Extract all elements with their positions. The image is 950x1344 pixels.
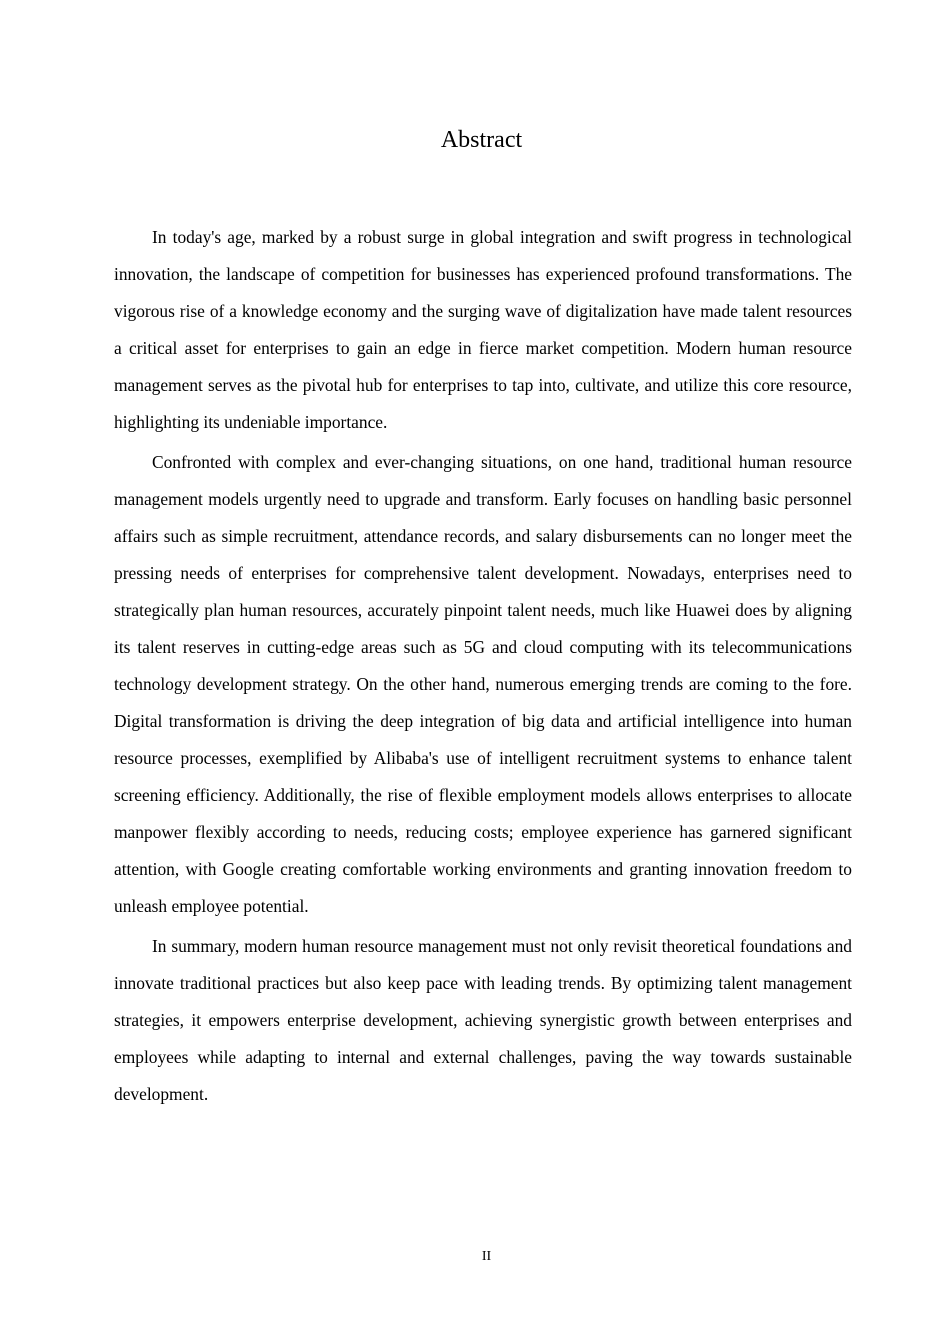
abstract-paragraph-1: In today's age, marked by a robust surge in global integration and swift progress in technological innovation, the landscape of competition for businesses has experienced profound transformations. The vigorous rise of a knowledge economy and the surging wave of digitalization have made talent resources a critical asset for enterprises to gain an edge in fierce market competition. Modern human resource management serves as the pivotal hub for enterprises to tap into, cultivate, and utilize this core resource, highlighting its undeniable importance. <box>114 227 852 432</box>
abstract-paragraph-3: In summary, modern human resource management must not only revisit theoretical foundations and innovate traditional practices but also keep pace with leading trends. By optimizing talent management strategies, it empowers enterprise development, achieving synergistic growth between enterprises and employees while adapting to internal and external challenges, paving the way towards sustainable development. <box>114 936 852 1104</box>
abstract-body <box>114 219 852 1116</box>
abstract-paragraph-2: Confronted with complex and ever-changing situations, on one hand, traditional human resource management models urgently need to upgrade and transform. Early focuses on handling basic personnel affairs such as simple recruitment, attendance records, and salary disbursements can no longer meet the pressing needs of enterprises for comprehensive talent development. Nowadays, enterprises need to strategically plan human resources, accurately pinpoint talent needs, much like Huawei does by aligning its talent reserves in cutting-edge areas such as 5G and cloud computing with its telecommunications technology development strategy. On the other hand, numerous emerging trends are coming to the fore. Digital transformation is driving the deep integration of big data and artificial intelligence into human resource processes, exemplified by Alibaba's use of intelligent recruitment systems to enhance talent screening efficiency. Additionally, the rise of flexible employment models allows enterprises to allocate manpower flexibly according to needs, reducing costs; employee experience has garnered significant attention, with Google creating comfortable working environments and granting innovation freedom to unleash employee potential. <box>114 452 852 916</box>
page-title: Abstract <box>440 127 523 153</box>
page-number: II <box>481 1249 492 1264</box>
